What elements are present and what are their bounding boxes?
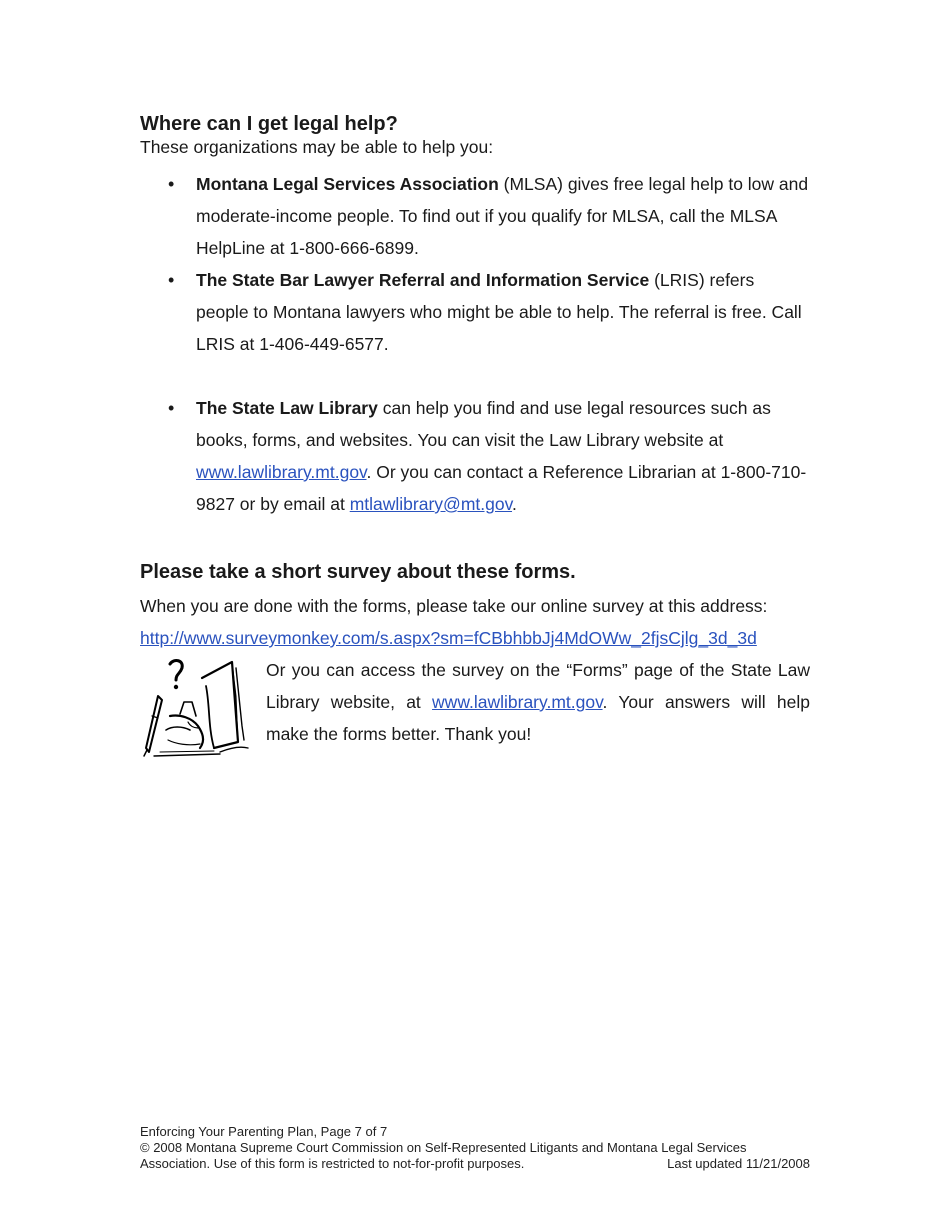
org-description: (MLSA) gives free legal help to low and moderate-income people. To find out if you qualify for MLSA, call the MLSA HelpLine at 1-800-666-6899.: [196, 174, 809, 258]
bullet-icon: •: [168, 270, 175, 290]
legal-help-heading: Where can I get legal help?: [140, 113, 398, 135]
org-description: (LRIS) refers people to Montana lawyers who might be able to help. The referral is free. Call LRIS at 1-406-449-6577.: [196, 270, 802, 354]
email-link[interactable]: mtlawlibrary@mt.gov: [349, 494, 513, 514]
bullet-icon: •: [168, 174, 175, 194]
survey-intro: When you are done with the forms, please take our online survey at this address:: [140, 596, 768, 616]
survey-para-text-end: . Your answers will help make the forms better. Thank you!: [266, 692, 811, 744]
bullet-icon: •: [168, 398, 175, 418]
footer-doc-title: Enforcing Your Parenting Plan, Page 7 of 7: [140, 1124, 388, 1139]
list-item: [140, 392, 810, 520]
survey-url-link[interactable]: http://www.surveymonkey.com/s.aspx?sm=fCBbhbbJj4MdOWw_2fjsCjlg_3d_3d: [140, 628, 757, 648]
document-page: [140, 112, 810, 754]
survey-heading: Please take a short survey about these forms.: [140, 561, 576, 583]
org-description-cont: . Or you can contact a Reference Librarian at 1-800-710-9827 or by email at: [196, 462, 807, 514]
footer-usage-note: Association. Use of this form is restricted to not-for-profit purposes.: [140, 1156, 525, 1171]
org-description-end: .: [512, 494, 517, 514]
footer-last-updated: Last updated 11/21/2008: [667, 1156, 810, 1171]
survey-paragraph: [266, 654, 810, 750]
survey-para-text: Or you can access the survey on the “Forms” page of the State Law Library website, at: [266, 660, 810, 712]
list-item: [140, 264, 810, 360]
organization-list: [140, 168, 810, 520]
survey-url-line: [140, 622, 810, 654]
law-library-link[interactable]: www.lawlibrary.mt.gov: [196, 462, 367, 482]
org-description: can help you find and use legal resources such as books, forms, and websites. You can visit the Law Library website at: [196, 398, 771, 450]
thinking-writer-icon: [140, 656, 252, 760]
list-item: [140, 168, 810, 264]
footer-copyright: © 2008 Montana Supreme Court Commission on Self-Represented Litigants and Montana Legal Services: [140, 1140, 747, 1155]
org-name: The State Bar Lawyer Referral and Information Service: [196, 270, 650, 290]
law-library-link-2[interactable]: www.lawlibrary.mt.gov: [432, 692, 603, 712]
footer-row: [140, 1156, 810, 1172]
legal-help-intro: These organizations may be able to help you:: [140, 137, 494, 157]
org-name: Montana Legal Services Association: [196, 174, 499, 194]
page-footer: [140, 1124, 810, 1172]
survey-block: [140, 654, 810, 754]
org-name: The State Law Library: [196, 398, 378, 418]
